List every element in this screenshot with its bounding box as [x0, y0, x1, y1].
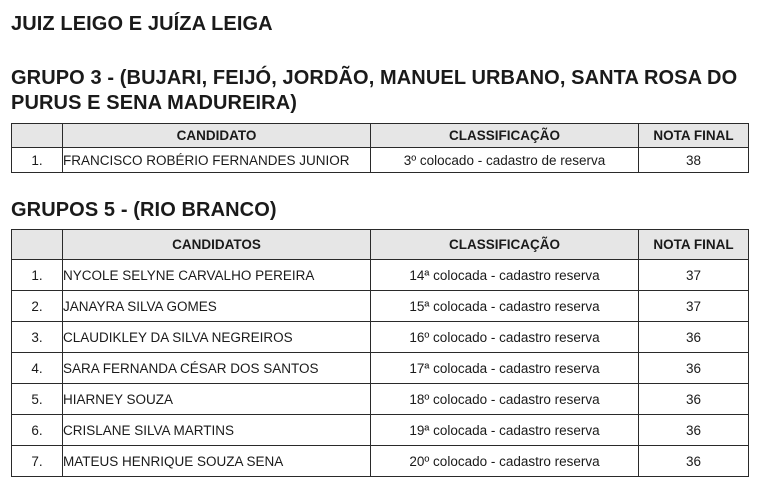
table-header-row	[12, 124, 749, 148]
candidate-name: MATEUS HENRIQUE SOUZA SENA	[63, 446, 371, 477]
classification: 16º colocado - cadastro reserva	[371, 322, 639, 353]
group-5-results-table	[11, 229, 749, 477]
row-number: 4.	[12, 353, 63, 384]
table-row	[12, 446, 749, 477]
final-grade: 37	[639, 260, 749, 291]
candidate-name: NYCOLE SELYNE CARVALHO PEREIRA	[63, 260, 371, 291]
final-grade: 38	[639, 148, 749, 173]
header-final-grade: NOTA FINAL	[639, 230, 749, 260]
table-row	[12, 415, 749, 446]
candidate-name: HIARNEY SOUZA	[63, 384, 371, 415]
table-row	[12, 148, 749, 173]
page-heading: JUIZ LEIGO E JUÍZA LEIGA	[11, 13, 273, 35]
classification: 18º colocado - cadastro reserva	[371, 384, 639, 415]
final-grade: 36	[639, 384, 749, 415]
header-candidate: CANDIDATO	[63, 124, 371, 148]
classification: 14ª colocada - cadastro reserva	[371, 260, 639, 291]
row-number: 1.	[12, 260, 63, 291]
group-3-results-table	[11, 123, 749, 173]
final-grade: 36	[639, 446, 749, 477]
classification: 20º colocado - cadastro reserva	[371, 446, 639, 477]
table-row	[12, 291, 749, 322]
candidate-name: CLAUDIKLEY DA SILVA NEGREIROS	[63, 322, 371, 353]
row-number: 3.	[12, 322, 63, 353]
row-number: 2.	[12, 291, 63, 322]
candidate-name: JANAYRA SILVA GOMES	[63, 291, 371, 322]
group-3-title: GRUPO 3 - (BUJARI, FEIJÓ, JORDÃO, MANUEL URBANO, SANTA ROSA DO PURUS E SENA MADUREIRA)	[11, 67, 738, 114]
final-grade: 36	[639, 322, 749, 353]
row-number: 6.	[12, 415, 63, 446]
classification: 17ª colocada - cadastro reserva	[371, 353, 639, 384]
candidate-name: CRISLANE SILVA MARTINS	[63, 415, 371, 446]
table-row	[12, 384, 749, 415]
header-classification: CLASSIFICAÇÃO	[371, 230, 639, 260]
candidate-name: SARA FERNANDA CÉSAR DOS SANTOS	[63, 353, 371, 384]
final-grade: 36	[639, 415, 749, 446]
table-row	[12, 260, 749, 291]
candidate-name: FRANCISCO ROBÉRIO FERNANDES JUNIOR	[63, 148, 371, 173]
table-row	[12, 353, 749, 384]
row-number: 5.	[12, 384, 63, 415]
group-5-title: GRUPOS 5 - (RIO BRANCO)	[11, 199, 277, 221]
header-final-grade: NOTA FINAL	[639, 124, 749, 148]
final-grade: 36	[639, 353, 749, 384]
row-number: 7.	[12, 446, 63, 477]
row-number: 1.	[12, 148, 63, 173]
header-number	[12, 124, 63, 148]
classification: 19ª colocada - cadastro reserva	[371, 415, 639, 446]
classification: 3º colocado - cadastro de reserva	[371, 148, 639, 173]
header-classification: CLASSIFICAÇÃO	[371, 124, 639, 148]
header-candidates: CANDIDATOS	[63, 230, 371, 260]
table-header-row	[12, 230, 749, 260]
final-grade: 37	[639, 291, 749, 322]
classification: 15ª colocada - cadastro reserva	[371, 291, 639, 322]
table-row	[12, 322, 749, 353]
header-number	[12, 230, 63, 260]
